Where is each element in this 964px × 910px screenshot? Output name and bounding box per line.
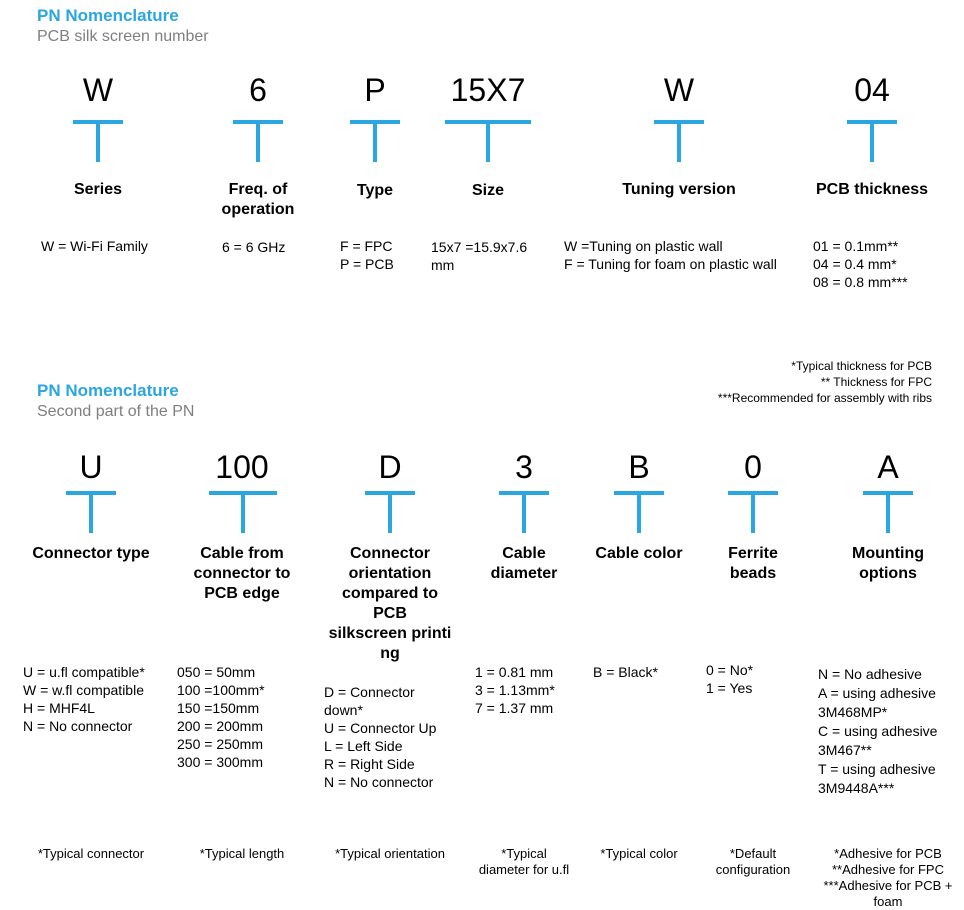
s2-code-ferrite: 0 xyxy=(744,449,762,485)
s2-desc-cable-length: 050 = 50mm 100 =100mm* 150 =150mm 200 = 200mm 250 = 250mm 300 = 300mm xyxy=(177,664,265,770)
section2-subtitle: Second part of the PN xyxy=(37,403,195,420)
s1-heading-tuning: Tuning version xyxy=(622,181,736,198)
s2-foot-ferrite: *Default configuration xyxy=(715,846,791,877)
section1-title: PN Nomenclature xyxy=(37,6,179,25)
s1-desc-series: W = Wi-Fi Family xyxy=(41,238,148,254)
s1-desc-thickness: 01 = 0.1mm** 04 = 0.4 mm* 08 = 0.8 mm*** xyxy=(813,238,908,290)
s1-code-series: W xyxy=(82,72,114,108)
s1-code-tuning: W xyxy=(663,72,695,108)
s2-code-cable-color: B xyxy=(628,449,650,485)
s2-desc-ferrite: 0 = No* 1 = Yes xyxy=(706,662,754,696)
s2-heading-cable-color: Cable color xyxy=(595,545,683,562)
s2-desc-cable-diameter: 1 = 0.81 mm 3 = 1.13mm* 7 = 1.37 mm xyxy=(475,664,555,716)
s1-code-type: P xyxy=(364,72,386,108)
s2-heading-connector-type: Connector type xyxy=(32,545,150,562)
s1-code-frequency: 6 xyxy=(249,72,267,108)
s1-tee-size xyxy=(445,120,531,162)
s1-heading-thickness: PCB thickness xyxy=(815,181,929,198)
s2-foot-cable-length: *Typical length xyxy=(199,846,285,861)
s2-tee-connector-type xyxy=(66,491,116,533)
s2-heading-cable-diameter: Cable diameter xyxy=(490,545,558,582)
s2-tee-cable-length xyxy=(209,491,277,533)
s2-desc-connector-type: U = u.fl compatible* W = w.fl compatible H = MHF4L N = No connector xyxy=(23,664,145,734)
s2-foot-cable-color: *Typical color xyxy=(600,846,678,861)
s2-code-mounting: A xyxy=(877,449,899,485)
s2-code-cable-diameter: 3 xyxy=(515,449,533,485)
s1-heading-size: Size xyxy=(471,182,504,199)
s1-desc-type: F = FPC P = PCB xyxy=(340,238,394,272)
s2-foot-cable-diameter: *Typical diameter for u.fl xyxy=(478,846,570,877)
s2-heading-cable-length: Cable from connector to PCB edge xyxy=(193,545,291,602)
s2-heading-mounting: Mounting options xyxy=(852,545,924,582)
s2-desc-orientation: D = Connector down* U = Connector Up L = Left Side R = Right Side N = No connector xyxy=(324,684,437,790)
s2-foot-orientation: *Typical orientation xyxy=(335,846,445,861)
s1-code-size: 15X7 xyxy=(450,72,526,108)
s1-tee-thickness xyxy=(847,120,897,162)
s1-desc-frequency: 6 = 6 GHz xyxy=(222,239,286,255)
section1-subtitle: PCB silk screen number xyxy=(37,28,209,45)
s2-heading-ferrite: Ferrite beads xyxy=(728,545,778,582)
s1-heading-series: Series xyxy=(73,181,123,198)
s2-tee-orientation xyxy=(365,491,415,533)
s1-tee-type xyxy=(350,120,400,162)
s2-tee-cable-diameter xyxy=(499,491,549,533)
s2-heading-orientation: Connector orientation compared to PCB silkscreen printi ng xyxy=(328,545,452,662)
s1-code-thickness: 04 xyxy=(854,72,890,108)
s1-heading-frequency: Freq. of operation xyxy=(221,181,295,218)
s2-foot-mounting: *Adhesive for PCB **Adhesive for FPC ***Adhesive for PCB + foam xyxy=(823,846,953,909)
s2-tee-mounting xyxy=(863,491,913,533)
s2-desc-cable-color: B = Black* xyxy=(593,664,658,680)
s2-desc-mounting: N = No adhesive A = using adhesive 3M468MP* C = using adhesive 3M467** T = using adhesive 3M9448A*** xyxy=(818,666,938,796)
s1-thickness-notes: *Typical thickness for PCB ** Thickness for FPC ***Recommended for assembly with ribs xyxy=(717,359,932,405)
section2-title: PN Nomenclature xyxy=(37,381,179,400)
s1-tee-frequency xyxy=(233,120,283,162)
s1-tee-tuning xyxy=(654,120,704,162)
s1-desc-tuning: W =Tuning on plastic wall F = Tuning for foam on plastic wall xyxy=(564,238,777,272)
s2-code-orientation: D xyxy=(378,449,402,485)
s2-tee-cable-color xyxy=(614,491,664,533)
s1-tee-series xyxy=(73,120,123,162)
s2-foot-connector-type: *Typical connector xyxy=(37,846,145,861)
s1-desc-size: 15x7 =15.9x7.6 mm xyxy=(431,239,528,273)
s2-code-connector-type: U xyxy=(79,449,103,485)
s2-tee-ferrite xyxy=(728,491,778,533)
s2-code-cable-length: 100 xyxy=(215,449,269,485)
s1-heading-type: Type xyxy=(356,182,394,199)
